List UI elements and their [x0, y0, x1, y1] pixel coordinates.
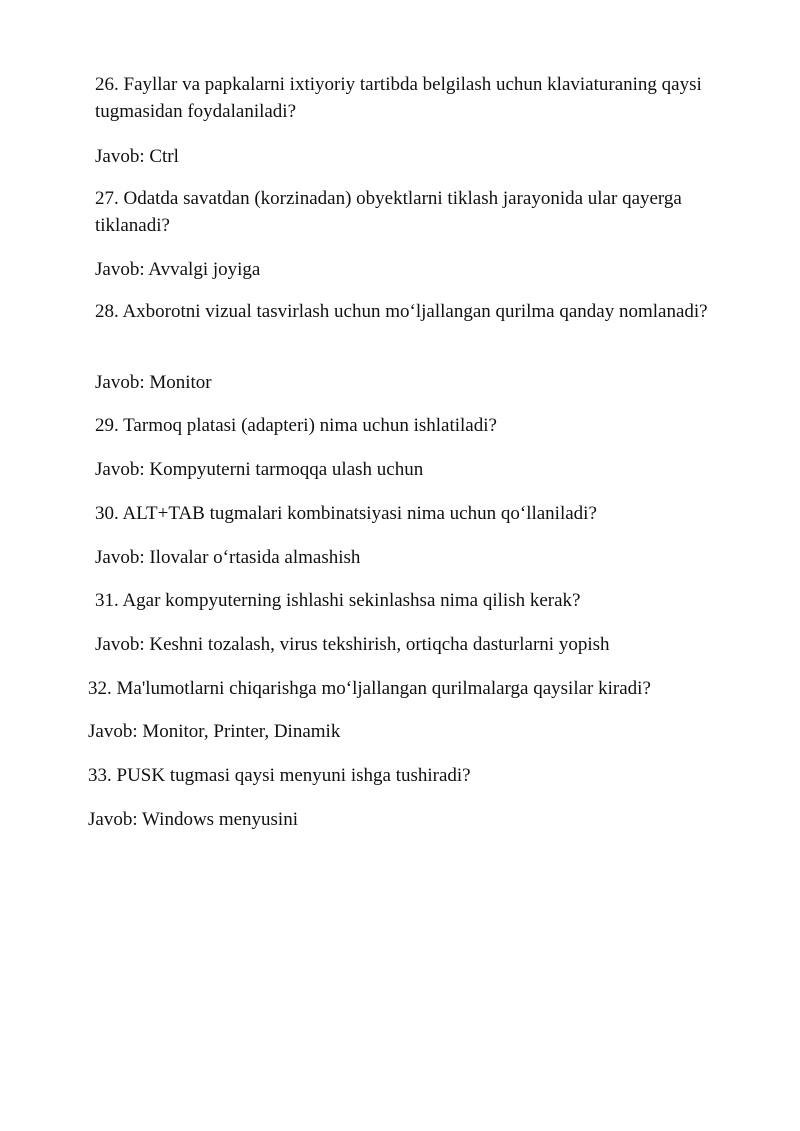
- answer-26: Javob: Ctrl: [95, 146, 179, 167]
- answer-30: Javob: Ilovalar o‘rtasida almashish: [95, 547, 361, 568]
- question-32: 32. Ma'lumotlarni chiqarishga mo‘ljallangan qurilmalarga qaysilar kiradi?: [88, 678, 651, 699]
- answer-27: Javob: Avvalgi joyiga: [95, 259, 261, 280]
- question-27: 27. Odatda savatdan (korzinadan) obyektlarni tiklash jarayonida ular qayerga tiklanadi?: [95, 188, 682, 236]
- question-31: 31. Agar kompyuterning ishlashi sekinlashsa nima qilish kerak?: [95, 590, 581, 611]
- question-33: 33. PUSK tugmasi qaysi menyuni ishga tushiradi?: [88, 765, 471, 786]
- question-29: 29. Tarmoq platasi (adapteri) nima uchun ishlatiladi?: [95, 415, 497, 436]
- answer-28: Javob: Monitor: [95, 372, 212, 393]
- answer-32: Javob: Monitor, Printer, Dinamik: [88, 721, 341, 742]
- answer-33: Javob: Windows menyusini: [88, 809, 298, 830]
- answer-31: Javob: Keshni tozalash, virus tekshirish, ortiqcha dasturlarni yopish: [95, 634, 610, 655]
- question-28: 28. Axborotni vizual tasvirlash uchun mo‘ljallangan qurilma qanday nomlanadi?: [95, 301, 708, 322]
- question-30: 30. ALT+TAB tugmalari kombinatsiyasi nima uchun qo‘llaniladi?: [95, 503, 597, 524]
- question-26: 26. Fayllar va papkalarni ixtiyoriy tartibda belgilash uchun klaviaturaning qaysi tugmasidan foydalaniladi?: [95, 74, 702, 122]
- answer-29: Javob: Kompyuterni tarmoqqa ulash uchun: [95, 459, 424, 480]
